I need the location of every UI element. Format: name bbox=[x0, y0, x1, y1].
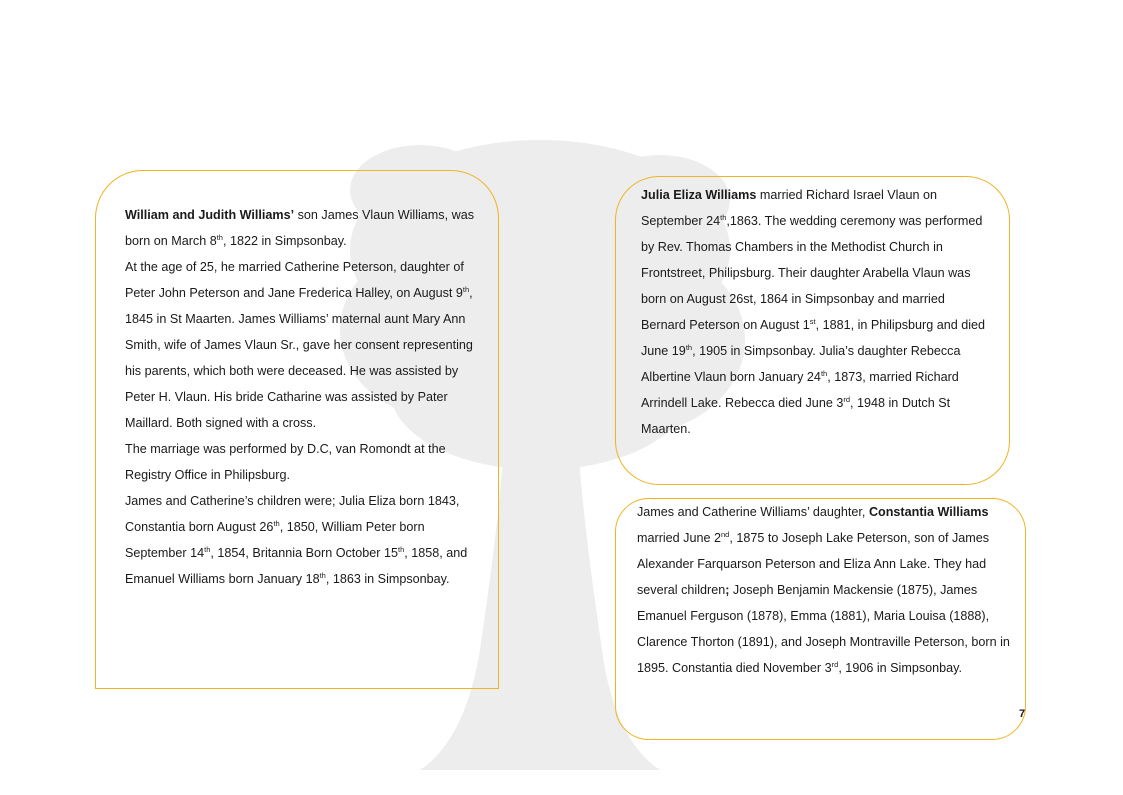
name-constantia: Constantia Williams bbox=[868, 505, 989, 519]
paragraph-registry: The marriage was performed by D.C, van Romondt at the Registry Office in Philipsburg. bbox=[125, 442, 446, 482]
ordinal: th bbox=[273, 518, 280, 528]
ordinal: th bbox=[319, 570, 326, 580]
ordinal: st bbox=[809, 316, 816, 326]
text: , 1858, and Emanuel Williams born January 18 bbox=[125, 546, 468, 586]
text: Joseph Benjamin Mackensie (1875), James Emanuel Ferguson (1878), Emma (1881), Maria Louisa (1888), Clarence Thorton (1891), and Joseph Montraville Peterson, born in 1895. Constantia died November 3 bbox=[637, 583, 1010, 675]
text: married Richard Israel Vlaun on September 24 bbox=[641, 188, 937, 228]
paragraph-marriage bbox=[125, 254, 478, 436]
paragraph-birth bbox=[125, 202, 478, 254]
ordinal: nd bbox=[721, 529, 730, 539]
text: , 1881, in Philipsburg and died June 19 bbox=[641, 318, 986, 358]
ordinal: th bbox=[462, 284, 470, 294]
ordinal: rd bbox=[843, 394, 850, 404]
heading-william-judith: William and Judith Williams’ bbox=[125, 208, 295, 222]
paragraph-constantia bbox=[637, 499, 1013, 681]
ordinal: th bbox=[216, 232, 223, 242]
text: , 1906 in Simpsonbay. bbox=[838, 661, 962, 675]
text: , 1905 in Simpsonbay. Julia’s daughter Rebecca Albertine Vlaun born January 24 bbox=[641, 344, 961, 384]
text: At the age of 25, he married Catherine Peterson, daughter of Peter John Peterson and Jane Frederica Halley, on August 9 bbox=[125, 260, 464, 300]
paragraph-julia bbox=[641, 182, 991, 442]
ordinal: th bbox=[204, 544, 211, 554]
paragraph-children bbox=[125, 488, 478, 592]
text: , 1854, Britannia Born October 15 bbox=[210, 546, 399, 560]
ordinal: th bbox=[398, 544, 405, 554]
semicolon: ; bbox=[725, 583, 730, 597]
text: James and Catherine’s children were; Julia Eliza born 1843, Constantia born August 26 bbox=[125, 494, 460, 534]
text: , 1875 to Joseph Lake Peterson, son of James Alexander Farquarson Peterson and Eliza Ann Lake. They had several children bbox=[637, 531, 990, 597]
ordinal: rd bbox=[831, 659, 839, 669]
text: , 1845 in St Maarten. James Williams’ maternal aunt Mary Ann Smith, wife of James Vlaun Sr., gave her consent representing his parents, which both were deceased. He was assisted by Peter H. Vlaun. His bride Catharine was assisted by Pater Maillard. Both signed with a cross. bbox=[125, 286, 473, 430]
julia-eliza-card bbox=[615, 176, 1010, 485]
text: , 1863 in Simpsonbay. bbox=[325, 572, 450, 586]
ordinal: th bbox=[720, 212, 727, 222]
left-text-card bbox=[95, 170, 499, 689]
text: , 1873, married Richard Arrindell Lake. Rebecca died June 3 bbox=[641, 370, 959, 410]
text: married June 2 bbox=[637, 531, 721, 545]
text: , 1948 in Dutch St Maarten. bbox=[641, 396, 951, 436]
text: , 1850, William Peter born September 14 bbox=[125, 520, 425, 560]
page-number: 7 bbox=[1019, 708, 1026, 720]
text: son James Vlaun Williams, was born on March 8 bbox=[125, 208, 474, 248]
constantia-card bbox=[615, 498, 1026, 740]
name-julia-eliza: Julia Eliza Williams bbox=[641, 188, 757, 202]
text: James and Catherine Williams’ daughter, bbox=[637, 505, 869, 519]
ordinal: th bbox=[820, 368, 828, 378]
text: , 1822 in Simpsonbay. bbox=[222, 234, 347, 248]
ordinal: th bbox=[685, 342, 693, 352]
text: ,1863. The wedding ceremony was performed by Rev. Thomas Chambers in the Methodist Church in Frontstreet, Philipsburg. Their daughter Arabella Vlaun was born on August 26st, 1864 in Simpsonbay and married Bernard Peterson on August 1 bbox=[641, 214, 983, 332]
